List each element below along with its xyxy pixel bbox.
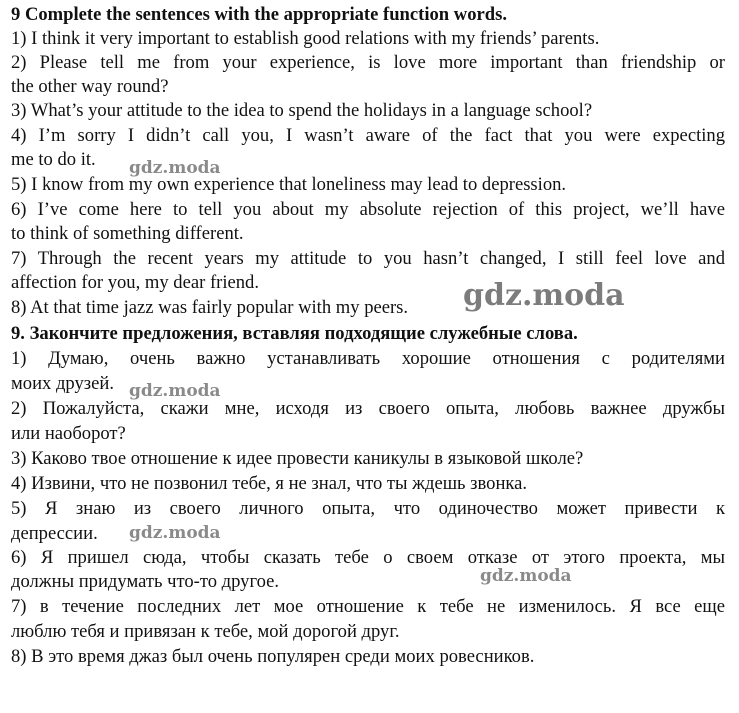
english-line: 5) I know from my own experience that loneliness may lead to depression. [11, 174, 567, 195]
russian-line: 4) Извини, что не позвонил тебе, я не знал, что ты ждешь звонка. [11, 473, 528, 494]
watermark: gdz.moda [129, 523, 221, 543]
russian-exercise-heading: 9. Закончите предложения, вставляя подходящие служебные слова. [11, 323, 578, 344]
english-line: 7) Through the recent years my attitude to you hasn’t changed, I still feel love and [11, 248, 725, 269]
english-line: 6) I’ve come here to tell you about my absolute rejection of this project, we’ll have [11, 199, 725, 220]
watermark: gdz.moda [129, 381, 221, 401]
english-line: 3) What’s your attitude to the idea to spend the holidays in a language school? [11, 100, 593, 121]
english-line: me to do it. [11, 149, 96, 170]
russian-line: должны придумать что-то другое. [11, 571, 280, 592]
english-line: 2) Please tell me from your experience, is love more important than friendship or [11, 52, 725, 73]
english-line: 4) I’m sorry I didn’t call you, I wasn’t aware of the fact that you were expecting [11, 125, 725, 146]
russian-line: 3) Каково твое отношение к идее провести каникулы в языковой школе? [11, 448, 584, 469]
russian-line: 5) Я знаю из своего личного опыта, что одиночество может привести к [11, 498, 725, 519]
russian-line: 7) в течение последних лет мое отношение к тебе не изменилось. Я все еще [11, 596, 725, 617]
english-line: the other way round? [11, 76, 169, 97]
russian-line: моих друзей. [11, 373, 114, 394]
russian-line: 6) Я пришел сюда, чтобы сказать тебе о своем отказе от этого проекта, мы [11, 547, 725, 568]
english-line: to think of something different. [11, 223, 244, 244]
russian-line: люблю тебя и привязан к тебе, мой дорогой друг. [11, 621, 400, 642]
watermark: gdz.moda [480, 566, 572, 586]
russian-line: 8) В это время джаз был очень популярен среди моих ровесников. [11, 646, 535, 667]
watermark: gdz.moda [129, 158, 221, 178]
english-line: affection for you, my dear friend. [11, 272, 259, 293]
watermark: gdz.moda [463, 278, 625, 313]
russian-line: или наоборот? [11, 423, 126, 444]
russian-line: 1) Думаю, очень важно устанавливать хорошие отношения с родителями [11, 348, 725, 369]
english-exercise-heading: 9 Complete the sentences with the appropriate function words. [11, 4, 507, 25]
russian-line: депрессии. [11, 523, 98, 544]
russian-line: 2) Пожалуйста, скажи мне, исходя из своего опыта, любовь важнее дружбы [11, 398, 725, 419]
english-line: 8) At that time jazz was fairly popular with my peers. [11, 297, 409, 318]
english-line: 1) I think it very important to establish good relations with my friends’ parents. [11, 28, 600, 49]
